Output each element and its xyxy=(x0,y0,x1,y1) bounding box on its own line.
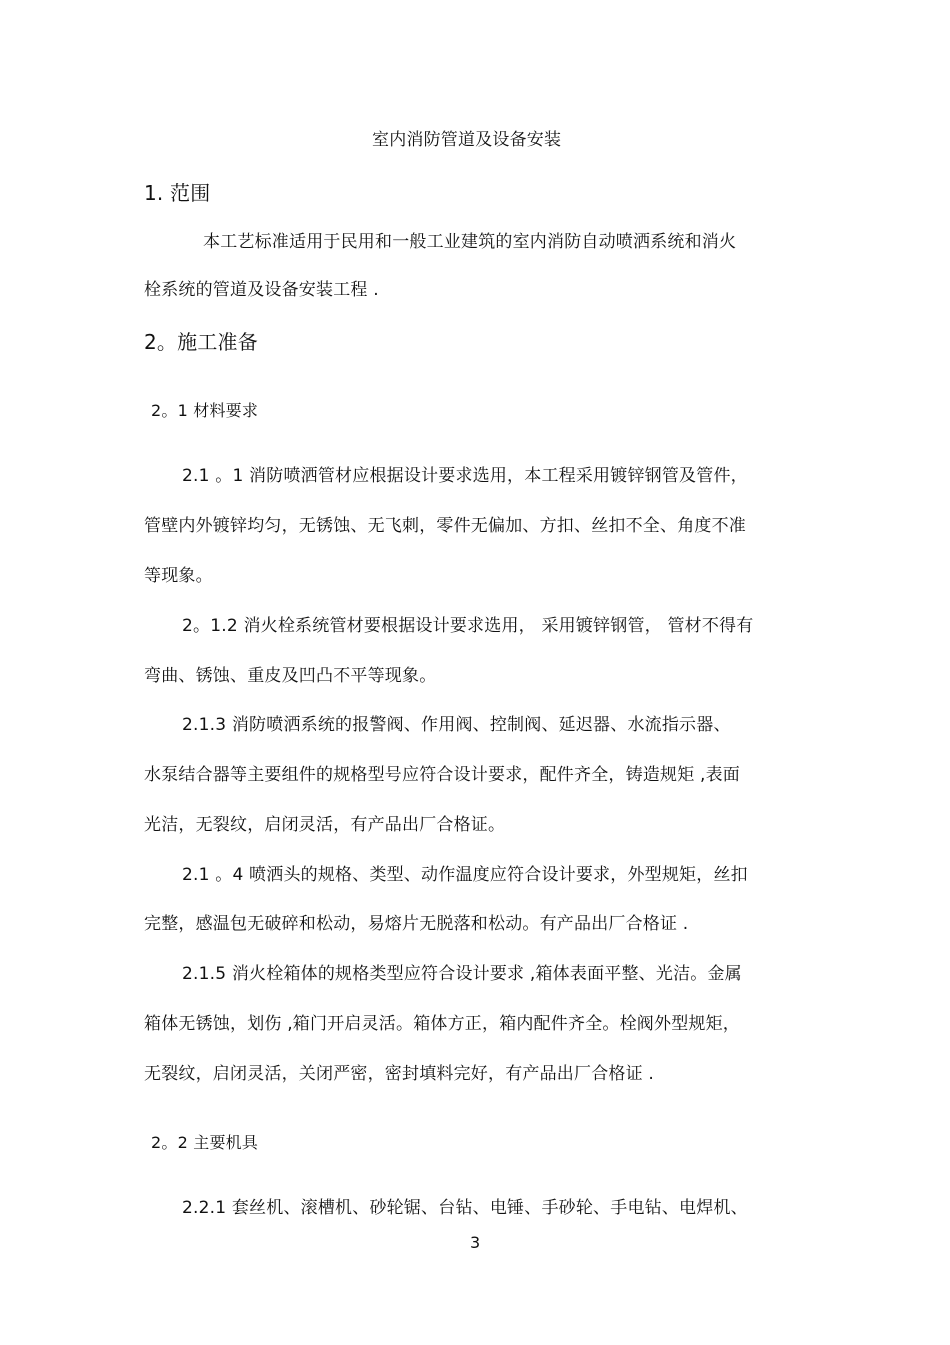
para-2-1-1-line-3: 等现象。 xyxy=(144,566,213,586)
para-2-1-5-line-2: 箱体无锈蚀，划伤 ,箱门开启灵活。箱体方正，箱内配件齐全。栓阀外型规矩， xyxy=(144,1014,741,1034)
para-2-1-3-line-2: 水泵结合器等主要组件的规格型号应符合设计要求，配件齐全，铸造规矩 ,表面 xyxy=(144,765,741,785)
para-2-1-4-line-1: 2.1 。4 喷洒头的规格、类型、动作温度应符合设计要求，外型规矩，丝扣 xyxy=(182,865,748,885)
para-2-1-2-line-2: 弯曲、锈蚀、重皮及凹凸不平等现象。 xyxy=(144,666,437,686)
section-2-2-heading: 2。2 主要机具 xyxy=(151,1133,259,1152)
section-1-paragraph-line-2: 栓系统的管道及设备安装工程 . xyxy=(144,280,379,300)
para-2-1-3-line-3: 光洁，无裂纹，启闭灵活，有产品出厂合格证。 xyxy=(144,815,506,835)
para-2-1-1-line-1: 2.1 。1 消防喷洒管材应根据设计要求选用，本工程采用镀锌钢管及管件， xyxy=(182,466,748,486)
para-2-1-1-line-2: 管壁内外镀锌均匀，无锈蚀、无飞刺，零件无偏加、方扣、丝扣不全、角度不准 xyxy=(144,516,746,536)
para-2-2-1-line-1: 2.2.1 套丝机、滚槽机、砂轮锯、台钻、电锤、手砂轮、手电钻、电焊机、 xyxy=(182,1198,748,1218)
document-title: 室内消防管道及设备安装 xyxy=(372,130,562,150)
section-2-1-heading: 2。1 材料要求 xyxy=(151,401,259,420)
section-2-heading: 2。施工准备 xyxy=(144,330,258,354)
para-2-1-2-line-1: 2。1.2 消火栓系统管材要根据设计要求选用， 采用镀锌钢管， 管材不得有 xyxy=(182,616,754,636)
page-number: 3 xyxy=(470,1233,481,1252)
para-2-1-5-line-1: 2.1.5 消火栓箱体的规格类型应符合设计要求 ,箱体表面平整、光洁。金属 xyxy=(182,964,742,984)
para-2-1-5-line-3: 无裂纹，启闭灵活，关闭严密，密封填料完好，有产品出厂合格证 . xyxy=(144,1064,655,1084)
para-2-1-3-line-1: 2.1.3 消防喷洒系统的报警阀、作用阀、控制阀、延迟器、水流指示器、 xyxy=(182,715,731,735)
para-2-1-4-line-2: 完整，感温包无破碎和松动，易熔片无脱落和松动。有产品出厂合格证 . xyxy=(144,914,689,934)
section-1-heading: 1. 范围 xyxy=(144,181,211,205)
section-1-paragraph-line-1: 本工艺标准适用于民用和一般工业建筑的室内消防自动喷洒系统和消火 xyxy=(203,232,737,252)
